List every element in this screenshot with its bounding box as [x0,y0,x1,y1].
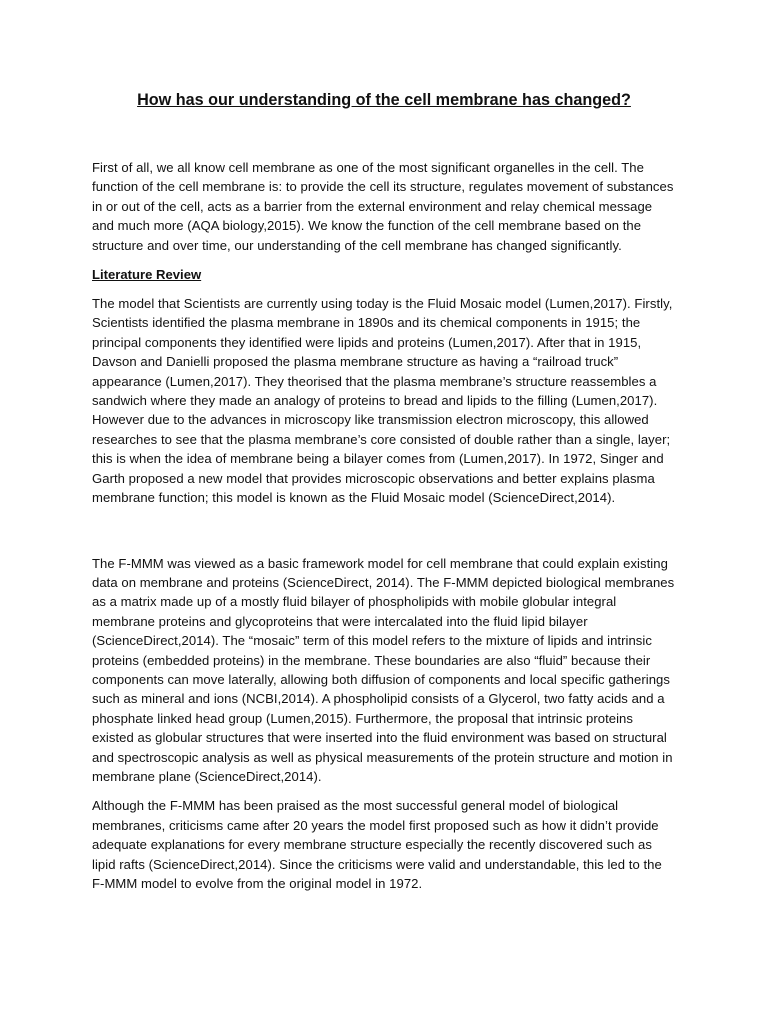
intro-paragraph: First of all, we all know cell membrane as one of the most significant organelles in the cell. The function of the cell membrane is: to provide the cell its structure, regulates movement of substances in or out of the cell, acts as a barrier from the external environment and relay chemical message and much more (AQA biology,2015). We know the function of the cell membrane based on the structure and over time, our understanding of the cell membrane has changed significantly. [92,160,674,253]
literature-review-heading: Literature Review [92,267,202,283]
literature-review-paragraph: The model that Scientists are currently using today is the Fluid Mosaic model (Lumen,2017). Firstly, Scientists identified the plasma membrane in 1890s and its chemical components in 1915; the principal components they identified were lipids and proteins (Lumen,2017). After that in 1915, Davson and Danielli proposed the plasma membrane structure as having a “railroad truck” appearance (Lumen,2017). They theorised that the plasma membrane’s structure reassembles a sandwich where they made an analogy of proteins to bread and lipids to the filling (Lumen,2017). However due to the advances in microscopy like transmission electron microscopy, this allowed researches to see that the plasma membrane’s core consisted of double rather than a single, layer; this is when the idea of membrane being a bilayer comes from (Lumen,2017). In 1972, Singer and Garth proposed a new model that provides microscopic observations and better explains plasma membrane function; this model is known as the Fluid Mosaic model (ScienceDirect,2014). [92,296,673,506]
criticism-paragraph: Although the F-MMM has been praised as the most successful general model of biological membranes, criticisms came after 20 years the model first proposed such as how it didn’t provide adequate explanations for every membrane structure especially the recently discovered such as lipid rafts (ScienceDirect,2014). Since the criticisms were valid and understandable, this led to the F-MMM model to evolve from the original model in 1972. [92,798,662,891]
page-title: How has our understanding of the cell membrane has changed? [137,91,631,109]
fmmm-paragraph: The F-MMM was viewed as a basic framework model for cell membrane that could explain existing data on membrane and proteins (ScienceDirect, 2014). The F-MMM depicted biological membranes as a matrix made up of a mostly fluid bilayer of phospholipids with mobile globular integral membrane proteins and glycoproteins that were intercalated into the fluid lipid bilayer (ScienceDirect,2014). The “mosaic” term of this model refers to the mixture of lipids and intrinsic proteins (embedded proteins) in the membrane. These boundaries are also “fluid” because their components can move laterally, allowing both diffusion of components and local specific gatherings such as mineral and ions (NCBI,2014). A phospholipid consists of a Glycerol, two fatty acids and a phosphate linked head group (Lumen,2015). Furthermore, the proposal that intrinsic proteins existed as globular structures that were inserted into the fluid environment was based on structural and spectroscopic analysis as well as physical measurements of the protein structure and motion in membrane plane (ScienceDirect,2014). [92,555,675,784]
